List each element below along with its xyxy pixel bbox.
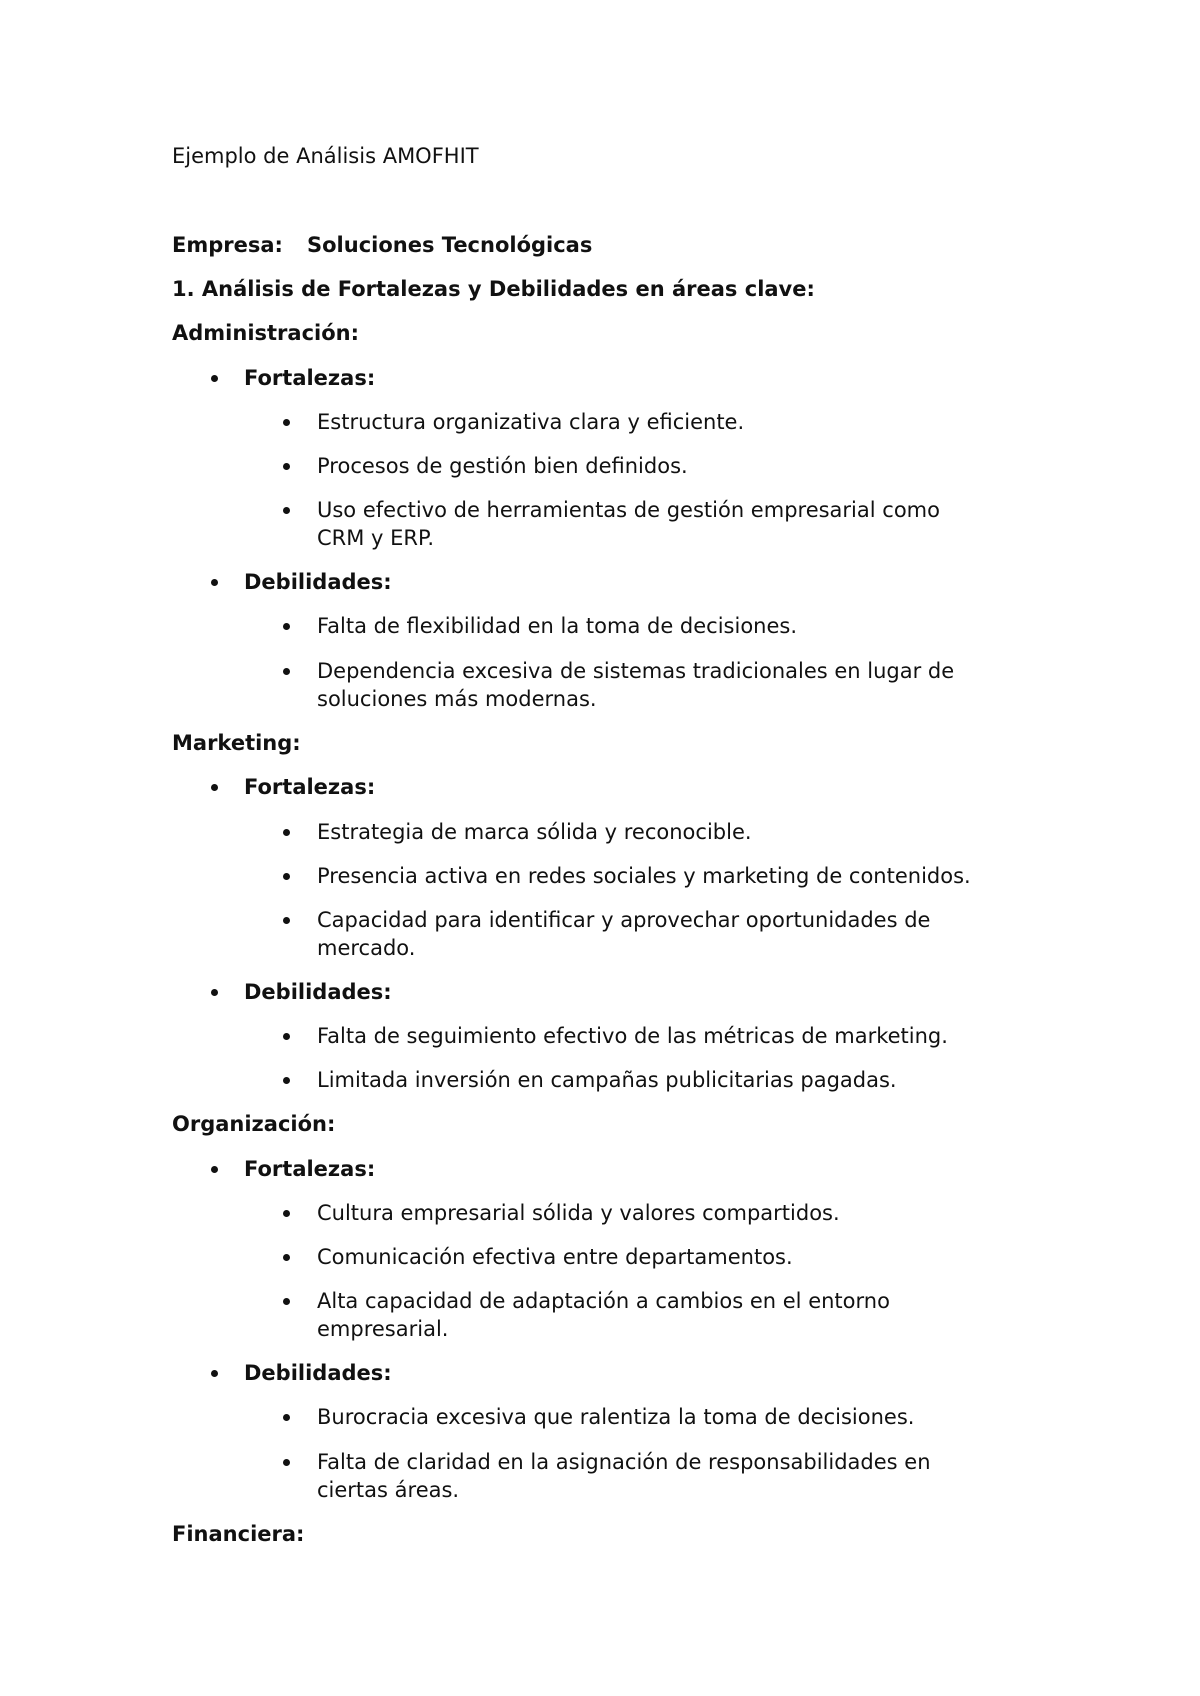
group-label-fortalezas: Fortalezas: [244,366,376,390]
bullet-icon [283,1298,290,1305]
bullet-icon [283,917,290,924]
list-item-continuation: mercado. [317,936,416,960]
list-item: Limitada inversión en campañas publicitarias pagadas. [317,1068,897,1092]
bullet-icon [283,1414,290,1421]
company-label: Empresa: [172,233,283,257]
list-item: Comunicación efectiva entre departamentos. [317,1245,793,1269]
bullet-icon [283,1033,290,1040]
bullet-icon [283,463,290,470]
bullet-icon [283,1459,290,1466]
list-item: Procesos de gestión bien definidos. [317,454,688,478]
list-item: Dependencia excesiva de sistemas tradicionales en lugar de [317,659,955,683]
bullet-icon [283,1077,290,1084]
list-item: Falta de seguimiento efectivo de las métricas de marketing. [317,1024,948,1048]
list-item: Presencia activa en redes sociales y marketing de contenidos. [317,864,971,888]
list-item: Burocracia excesiva que ralentiza la toma de decisiones. [317,1405,915,1429]
list-item-continuation: ciertas áreas. [317,1478,460,1502]
bullet-icon [283,1254,290,1261]
group-label-debilidades: Debilidades: [244,1361,392,1385]
bullet-icon [211,579,218,586]
bullet-icon [283,829,290,836]
company-name: Soluciones Tecnológicas [307,233,593,257]
bullet-icon [211,989,218,996]
list-item: Capacidad para identificar y aprovechar oportunidades de [317,908,931,932]
bullet-icon [283,623,290,630]
list-item: Falta de flexibilidad en la toma de decisiones. [317,614,798,638]
bullet-icon [211,784,218,791]
list-item-continuation: soluciones más modernas. [317,687,597,711]
bullet-icon [283,1210,290,1217]
list-item-continuation: CRM y ERP. [317,526,435,550]
list-item: Cultura empresarial sólida y valores compartidos. [317,1201,840,1225]
area-heading-organizacion: Organización: [172,1112,336,1136]
list-item: Falta de claridad en la asignación de responsabilidades en [317,1450,931,1474]
area-heading-marketing: Marketing: [172,731,301,755]
bullet-icon [211,1166,218,1173]
list-item: Uso efectivo de herramientas de gestión empresarial como [317,498,940,522]
bullet-icon [283,668,290,675]
bullet-icon [283,419,290,426]
area-heading-financiera: Financiera: [172,1522,305,1546]
document-title: Ejemplo de Análisis AMOFHIT [172,144,479,168]
list-item: Estrategia de marca sólida y reconocible. [317,820,752,844]
list-item: Estructura organizativa clara y eficiente. [317,410,745,434]
area-heading-administracion: Administración: [172,321,360,345]
list-item-continuation: empresarial. [317,1317,449,1341]
bullet-icon [211,1370,218,1377]
group-label-debilidades: Debilidades: [244,980,392,1004]
bullet-icon [283,873,290,880]
list-item: Alta capacidad de adaptación a cambios en el entorno [317,1289,890,1313]
group-label-fortalezas: Fortalezas: [244,1157,376,1181]
section-heading: 1. Análisis de Fortalezas y Debilidades en áreas clave: [172,277,815,301]
bullet-icon [283,507,290,514]
group-label-fortalezas: Fortalezas: [244,775,376,799]
group-label-debilidades: Debilidades: [244,570,392,594]
bullet-icon [211,375,218,382]
